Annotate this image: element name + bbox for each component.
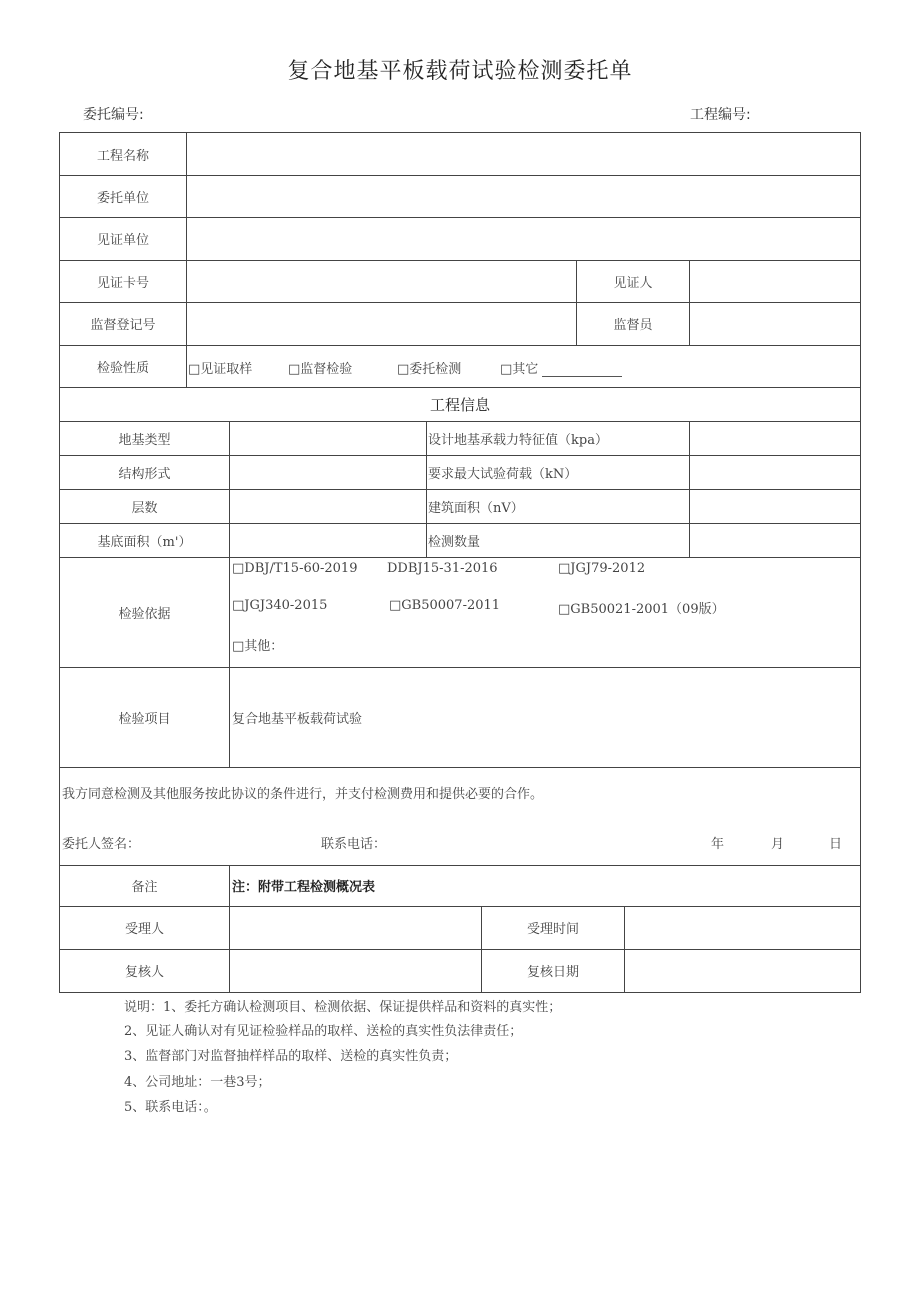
nature-option-supervise[interactable]: □监督检验 xyxy=(288,362,353,377)
client-unit-label: 委托单位 xyxy=(96,190,149,206)
remark-label: 备注 xyxy=(131,880,158,895)
witness-card-field[interactable] xyxy=(187,260,576,302)
basis-option-gb50007[interactable]: □GB50007-2011 xyxy=(389,598,501,613)
nature-option-entrust[interactable]: □委托检测 xyxy=(397,362,462,377)
witness-card-label: 见证卡号 xyxy=(96,275,149,291)
note-3: 3、监督部门对监督抽样样品的取样、送检的真实性负责； xyxy=(124,1049,458,1064)
signer-label: 委托人签名： xyxy=(62,837,141,852)
test-quantity-field[interactable] xyxy=(690,523,860,557)
building-area-label: 建筑面积（nV） xyxy=(428,500,524,516)
item-value: 复合地基平板载荷试验 xyxy=(232,711,363,727)
floors-field[interactable] xyxy=(230,489,426,523)
witness-unit-label: 见证单位 xyxy=(96,233,149,248)
test-quantity-label: 检测数量 xyxy=(428,534,481,550)
base-area-field[interactable] xyxy=(230,523,426,557)
note-1: 说明：1、委托方确认检测项目、检测依据、保证提供样品和资料的真实性； xyxy=(124,1000,562,1015)
note-2: 2、见证人确认对有见证检验样品的取样、送检的真实性负法律责任； xyxy=(124,1024,523,1039)
year-label: 年 xyxy=(711,837,725,852)
acceptor-field[interactable] xyxy=(230,906,481,949)
basis-option-dbj-t15[interactable]: □DBJ/T15-60-2019 xyxy=(232,561,358,576)
witness-person-field[interactable] xyxy=(690,260,860,302)
basis-option-jgj79[interactable]: □JGJ79-2012 xyxy=(558,561,646,576)
project-name-label: 工程名称 xyxy=(96,148,149,164)
agreement-text: 我方同意检测及其他服务按此协议的条件进行，并支付检测费用和提供必要的合作。 xyxy=(62,787,544,802)
supervisor-label: 监督员 xyxy=(613,318,653,333)
remark-value: 注：附带工程检测概况表 xyxy=(232,880,376,895)
supervision-reg-label: 监督登记号 xyxy=(90,318,156,333)
form-table xyxy=(59,132,861,993)
day-label: 日 xyxy=(829,837,843,852)
max-test-load-field[interactable] xyxy=(690,455,860,489)
basis-option-other[interactable]: □其他： xyxy=(232,639,284,654)
note-4: 4、公司地址：一巷3号； xyxy=(124,1075,271,1090)
note-5: 5、联系电话：。 xyxy=(124,1100,217,1115)
reviewer-field[interactable] xyxy=(230,949,481,992)
witness-person-label: 见证人 xyxy=(613,275,653,291)
accept-time-field[interactable] xyxy=(625,906,860,949)
witness-unit-field[interactable] xyxy=(187,217,860,260)
accept-time-label: 受理时间 xyxy=(526,922,579,937)
foundation-type-label: 地基类型 xyxy=(118,432,171,448)
inspection-nature-label: 检验性质 xyxy=(96,360,149,376)
bearing-capacity-label: 设计地基承载力特征值（kpa） xyxy=(428,432,608,448)
entrust-no-label: 委托编号: xyxy=(83,107,144,123)
basis-option-jgj340[interactable]: □JGJ340-2015 xyxy=(232,598,328,613)
structure-form-label: 结构形式 xyxy=(118,466,171,482)
review-date-field[interactable] xyxy=(625,949,860,992)
client-unit-field[interactable] xyxy=(187,175,860,217)
reviewer-label: 复核人 xyxy=(124,965,164,980)
supervisor-field[interactable] xyxy=(690,302,860,345)
phone-label: 联系电话： xyxy=(321,837,387,852)
project-info-heading: 工程信息 xyxy=(429,395,490,414)
supervision-reg-field[interactable] xyxy=(187,302,576,345)
bearing-capacity-field[interactable] xyxy=(690,421,860,455)
item-label: 检验项目 xyxy=(118,711,171,727)
acceptor-label: 受理人 xyxy=(124,922,164,937)
basis-label: 检验依据 xyxy=(118,606,171,622)
nature-option-witness[interactable]: □见证取样 xyxy=(188,362,253,377)
basis-option-dbj15[interactable]: DDBJ15-31-2016 xyxy=(387,561,498,576)
project-name-field[interactable] xyxy=(187,133,860,175)
project-no-label: 工程编号: xyxy=(690,107,751,123)
building-area-field[interactable] xyxy=(690,489,860,523)
basis-option-gb50021[interactable]: □GB50021-2001（09版） xyxy=(558,602,725,617)
structure-form-field[interactable] xyxy=(230,455,426,489)
nature-option-other[interactable]: □其它 xyxy=(500,358,622,377)
review-date-label: 复核日期 xyxy=(526,965,579,980)
foundation-type-field[interactable] xyxy=(230,421,426,455)
floors-label: 层数 xyxy=(131,500,158,516)
base-area-label: 基底面积（m'） xyxy=(97,534,192,550)
month-label: 月 xyxy=(771,837,785,852)
max-test-load-label: 要求最大试验荷载（kN） xyxy=(428,466,578,482)
page-title: 复合地基平板载荷试验检测委托单 xyxy=(287,59,633,84)
